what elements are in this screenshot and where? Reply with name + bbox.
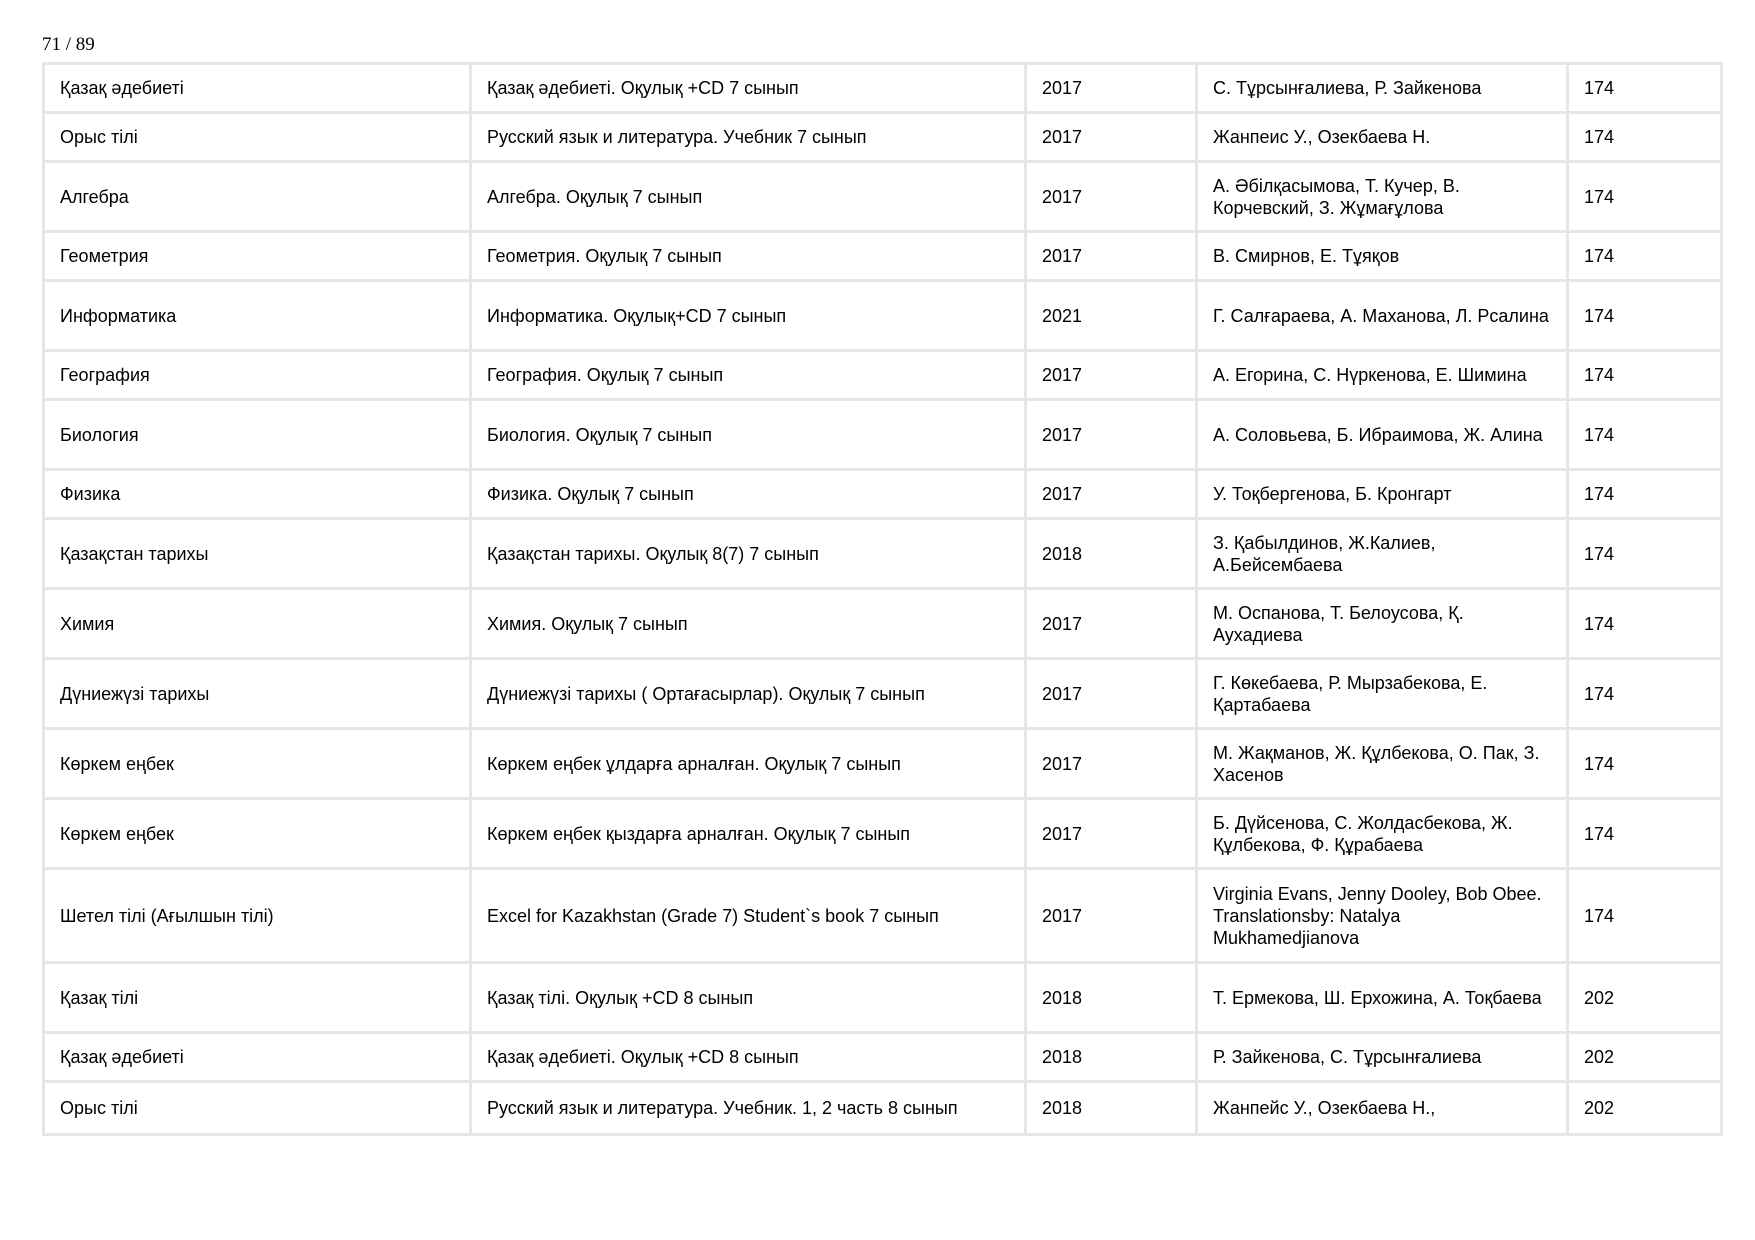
title-cell: Көркем еңбек қыздарға арналған. Оқулық 7 сынып [471,799,1026,869]
authors-cell: С. Тұрсынғалиева, Р. Зайкенова [1197,64,1568,113]
count-cell: 174 [1568,519,1722,589]
count-cell: 174 [1568,470,1722,519]
subject-cell: Алгебра [44,162,471,232]
table-row [44,799,1722,869]
count-cell: 174 [1568,400,1722,470]
year-cell: 2018 [1026,1033,1197,1082]
page-number: 71 / 89 [42,34,95,55]
title-cell: Дүниежүзі тарихы ( Ортағасырлар). Оқулық 7 сынып [471,659,1026,729]
subject-cell: Информатика [44,281,471,351]
count-cell: 174 [1568,589,1722,659]
count-cell: 202 [1568,1033,1722,1082]
table-row [44,869,1722,963]
year-cell: 2018 [1026,1082,1197,1135]
authors-cell: Р. Зайкенова, С. Тұрсынғалиева [1197,1033,1568,1082]
table-row [44,232,1722,281]
title-cell: Химия. Оқулық 7 сынып [471,589,1026,659]
title-cell: Геометрия. Оқулық 7 сынып [471,232,1026,281]
count-cell: 174 [1568,281,1722,351]
authors-cell: А. Соловьева, Б. Ибраимова, Ж. Алина [1197,400,1568,470]
subject-cell: Шетел тілі (Ағылшын тілі) [44,869,471,963]
authors-cell: З. Қабылдинов, Ж.Калиев, А.Бейсембаева [1197,519,1568,589]
year-cell: 2017 [1026,799,1197,869]
year-cell: 2017 [1026,400,1197,470]
table-row [44,351,1722,400]
count-cell: 202 [1568,963,1722,1033]
subject-cell: Химия [44,589,471,659]
subject-cell: Физика [44,470,471,519]
year-cell: 2017 [1026,659,1197,729]
title-cell: Алгебра. Оқулық 7 сынып [471,162,1026,232]
authors-cell: М. Жақманов, Ж. Құлбекова, О. Пак, З. Хасенов [1197,729,1568,799]
count-cell: 202 [1568,1082,1722,1135]
authors-cell: Virginia Evans, Jenny Dooley, Bob Obee. Translationsby: Natalya Mukhamedjianova [1197,869,1568,963]
subject-cell: Қазақ әдебиеті [44,1033,471,1082]
title-cell: Русский язык и литература. Учебник. 1, 2 часть 8 сынып [471,1082,1026,1135]
year-cell: 2017 [1026,113,1197,162]
title-cell: Қазақ әдебиеті. Оқулық +CD 7 сынып [471,64,1026,113]
count-cell: 174 [1568,64,1722,113]
subject-cell: Геометрия [44,232,471,281]
count-cell: 174 [1568,113,1722,162]
subject-cell: Қазақ әдебиеті [44,64,471,113]
authors-cell: У. Тоқбергенова, Б. Кронгарт [1197,470,1568,519]
table-row [44,162,1722,232]
authors-cell: Г. Көкебаева, Р. Мырзабекова, Е. Қартабаева [1197,659,1568,729]
count-cell: 174 [1568,729,1722,799]
title-cell: Физика. Оқулық 7 сынып [471,470,1026,519]
year-cell: 2021 [1026,281,1197,351]
count-cell: 174 [1568,659,1722,729]
subject-cell: Орыс тілі [44,113,471,162]
authors-cell: А. Егорина, С. Нүркенова, Е. Шимина [1197,351,1568,400]
count-cell: 174 [1568,869,1722,963]
count-cell: 174 [1568,162,1722,232]
subject-cell: Көркем еңбек [44,729,471,799]
year-cell: 2017 [1026,470,1197,519]
table-row [44,470,1722,519]
title-cell: Қазақстан тарихы. Оқулық 8(7) 7 сынып [471,519,1026,589]
authors-cell: Т. Ермекова, Ш. Ерхожина, А. Тоқбаева [1197,963,1568,1033]
table-row [44,64,1722,113]
year-cell: 2018 [1026,519,1197,589]
count-cell: 174 [1568,232,1722,281]
year-cell: 2017 [1026,351,1197,400]
authors-cell: Жанпеис У., Озекбаева Н. [1197,113,1568,162]
table-row [44,1033,1722,1082]
authors-cell: Жанпейс У., Озекбаева Н., [1197,1082,1568,1135]
title-cell: Қазақ тілі. Оқулық +CD 8 сынып [471,963,1026,1033]
table-row [44,1082,1722,1135]
title-cell: Excel for Kazakhstan (Grade 7) Student`s book 7 сынып [471,869,1026,963]
year-cell: 2018 [1026,963,1197,1033]
year-cell: 2017 [1026,729,1197,799]
year-cell: 2017 [1026,162,1197,232]
table-row [44,963,1722,1033]
subject-cell: Дүниежүзі тарихы [44,659,471,729]
title-cell: Информатика. Оқулық+CD 7 сынып [471,281,1026,351]
count-cell: 174 [1568,799,1722,869]
subject-cell: Орыс тілі [44,1082,471,1135]
textbook-table [42,62,1723,1136]
table-row [44,729,1722,799]
table-row [44,281,1722,351]
title-cell: Қазақ әдебиеті. Оқулық +CD 8 сынып [471,1033,1026,1082]
authors-cell: Г. Салғараева, А. Маханова, Л. Рсалина [1197,281,1568,351]
authors-cell: М. Оспанова, Т. Белоусова, Қ. Аухадиева [1197,589,1568,659]
table-row [44,113,1722,162]
subject-cell: География [44,351,471,400]
subject-cell: Қазақстан тарихы [44,519,471,589]
year-cell: 2017 [1026,589,1197,659]
title-cell: Биология. Оқулық 7 сынып [471,400,1026,470]
title-cell: География. Оқулық 7 сынып [471,351,1026,400]
title-cell: Көркем еңбек ұлдарға арналған. Оқулық 7 сынып [471,729,1026,799]
table-row [44,519,1722,589]
subject-cell: Қазақ тілі [44,963,471,1033]
year-cell: 2017 [1026,869,1197,963]
count-cell: 174 [1568,351,1722,400]
year-cell: 2017 [1026,64,1197,113]
year-cell: 2017 [1026,232,1197,281]
table-row [44,400,1722,470]
authors-cell: А. Әбілқасымова, Т. Кучер, В. Корчевский, З. Жұмағұлова [1197,162,1568,232]
authors-cell: В. Смирнов, Е. Тұяқов [1197,232,1568,281]
title-cell: Русский язык и литература. Учебник 7 сынып [471,113,1026,162]
table-row [44,659,1722,729]
authors-cell: Б. Дүйсенова, С. Жолдасбекова, Ж. Құлбекова, Ф. Құрабаева [1197,799,1568,869]
subject-cell: Биология [44,400,471,470]
table-row [44,589,1722,659]
subject-cell: Көркем еңбек [44,799,471,869]
